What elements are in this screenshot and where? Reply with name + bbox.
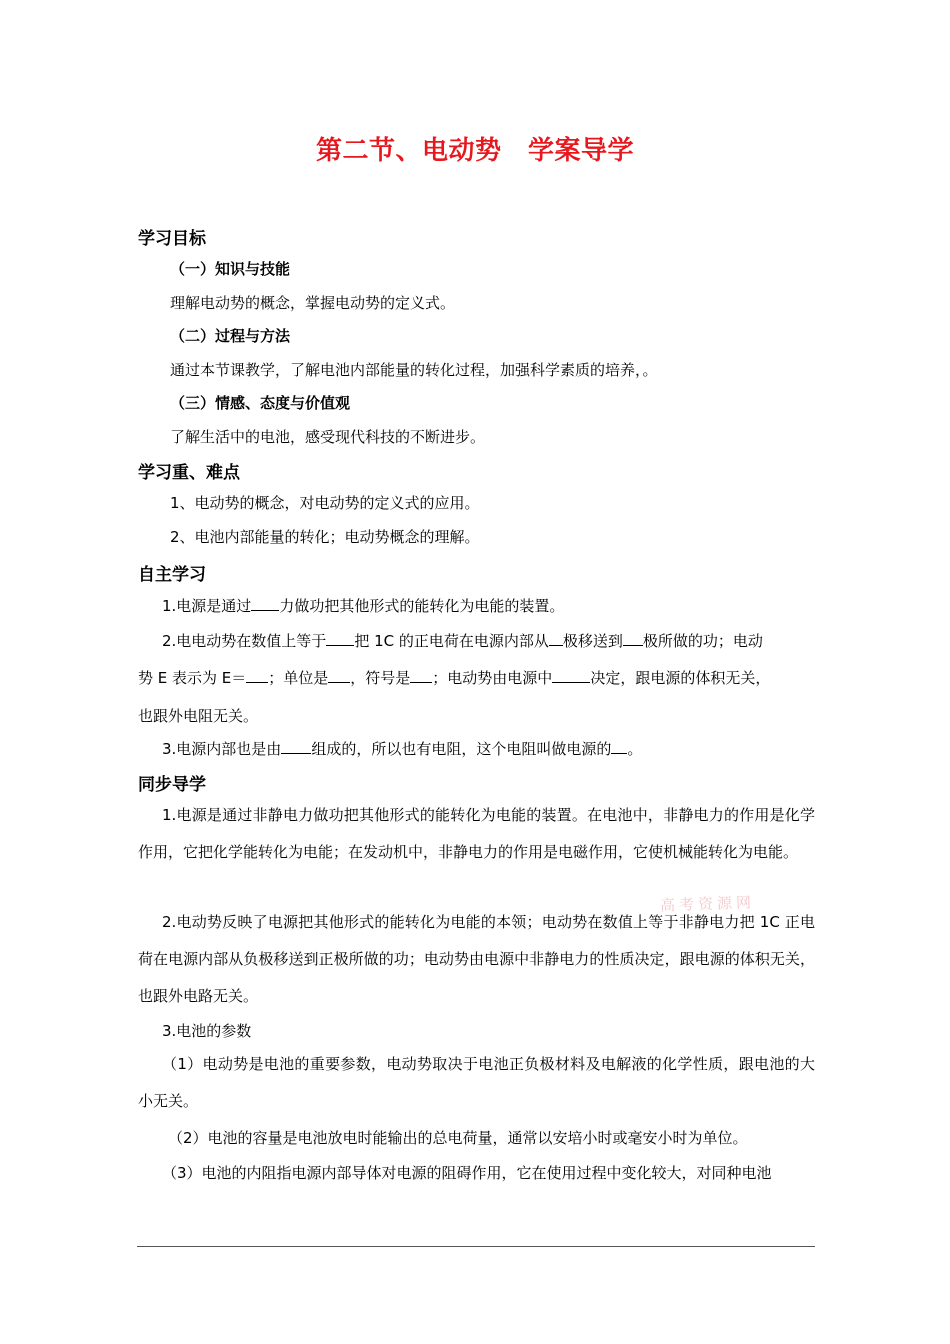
answer-blank[interactable] <box>328 667 350 683</box>
subheading-emotion-values: （三）情感、态度与价值观 <box>170 394 351 412</box>
heading-learning-goals: 学习目标 <box>138 229 206 249</box>
guided-paragraph-3: 3.电池的参数 <box>162 1022 252 1040</box>
self-study-question-1 <box>162 595 564 616</box>
answer-blank[interactable] <box>549 630 563 646</box>
page-title: 第二节、电动势 学案导学 <box>315 136 634 166</box>
answer-blank[interactable] <box>246 667 268 683</box>
guided-paragraph-1: 1.电源是通过非静电力做功把其他形式的能转化为电能的装置。在电池中，非静电力的作用是化学作用，它把化学能转化为电能；在发动机中，非静电力的作用是电磁作用，它使机械能转化为电能。 <box>138 806 815 861</box>
q2-text-f: ；单位是 <box>268 669 329 687</box>
guided-paragraph-4: （1）电动势是电池的重要参数，电动势取决于电池正负极材料及电解液的化学性质，跟电池的大小无关。 <box>138 1055 815 1110</box>
key-point-2: 2、电池内部能量的转化；电动势概念的理解。 <box>170 528 480 546</box>
guided-paragraph-6: （3）电池的内阻指电源内部导体对电源的阻碍作用，它在使用过程中变化较大，对同种电池 <box>162 1164 772 1182</box>
q2-text-d: 极所做的功；电动 <box>642 632 763 650</box>
key-point-1: 1、电动势的概念，对电动势的定义式的应用。 <box>170 494 480 512</box>
watermark: 高考资源网 <box>659 893 756 915</box>
q2-text-b: 把 1C 的正电荷在电源内部从 <box>354 632 549 650</box>
answer-blank[interactable] <box>281 738 311 754</box>
heading-self-study: 自主学习 <box>138 565 206 585</box>
answer-blank[interactable] <box>410 667 432 683</box>
q2-text-h: ；电动势由电源中 <box>432 669 553 687</box>
self-study-question-3 <box>162 738 642 759</box>
footer-divider <box>137 1246 815 1247</box>
answer-blank[interactable] <box>251 595 279 611</box>
self-study-question-2-line-1 <box>162 630 763 651</box>
heading-guided-study: 同步导学 <box>138 775 206 795</box>
goal-text-1: 理解电动势的概念，掌握电动势的定义式。 <box>170 294 456 312</box>
answer-blank[interactable] <box>326 630 354 646</box>
q2-text-c: 极移送到 <box>562 632 623 650</box>
heading-key-points: 学习重、难点 <box>138 463 240 483</box>
goal-text-2: 通过本节课教学，了解电池内部能量的转化过程，加强科学素质的培养，。 <box>170 361 658 379</box>
q3-text-a: 3.电源内部也是由 <box>162 740 282 758</box>
answer-blank[interactable] <box>552 667 590 683</box>
subheading-process-method: （二）过程与方法 <box>170 327 291 345</box>
self-study-question-2-line-3: 也跟外电阻无关。 <box>138 707 259 725</box>
self-study-question-2-line-2 <box>138 667 770 688</box>
q1-text-b: 力做功把其他形式的能转化为电能的装置。 <box>279 597 565 615</box>
answer-blank[interactable] <box>611 738 627 754</box>
guided-paragraph-5: （2）电池的容量是电池放电时能输出的总电荷量，通常以安培小时或毫安小时为单位。 <box>168 1129 748 1147</box>
q2-text-i: 决定，跟电源的体积无关， <box>590 669 771 687</box>
q2-text-a: 2.电电动势在数值上等于 <box>162 632 327 650</box>
q2-text-g: ，符号是 <box>350 669 411 687</box>
subheading-knowledge-skills: （一）知识与技能 <box>170 260 291 278</box>
guided-paragraph-2: 2.电动势反映了电源把其他形式的能转化为电能的本领；电动势在数值上等于非静电力把 1C 正电荷在电源内部从负极移送到正极所做的功；电动势由电源中非静电力的性质决定，跟电源的体积无关，也跟外电路无关。 <box>138 913 815 1005</box>
answer-blank[interactable] <box>623 630 643 646</box>
q3-text-c: 。 <box>627 740 643 758</box>
q2-text-e: 势 E 表示为 E＝ <box>138 669 247 687</box>
q3-text-b: 组成的，所以也有电阻，这个电阻叫做电源的 <box>311 740 612 758</box>
goal-text-3: 了解生活中的电池，感受现代科技的不断进步。 <box>170 428 486 446</box>
q1-text-a: 1.电源是通过 <box>162 597 252 615</box>
